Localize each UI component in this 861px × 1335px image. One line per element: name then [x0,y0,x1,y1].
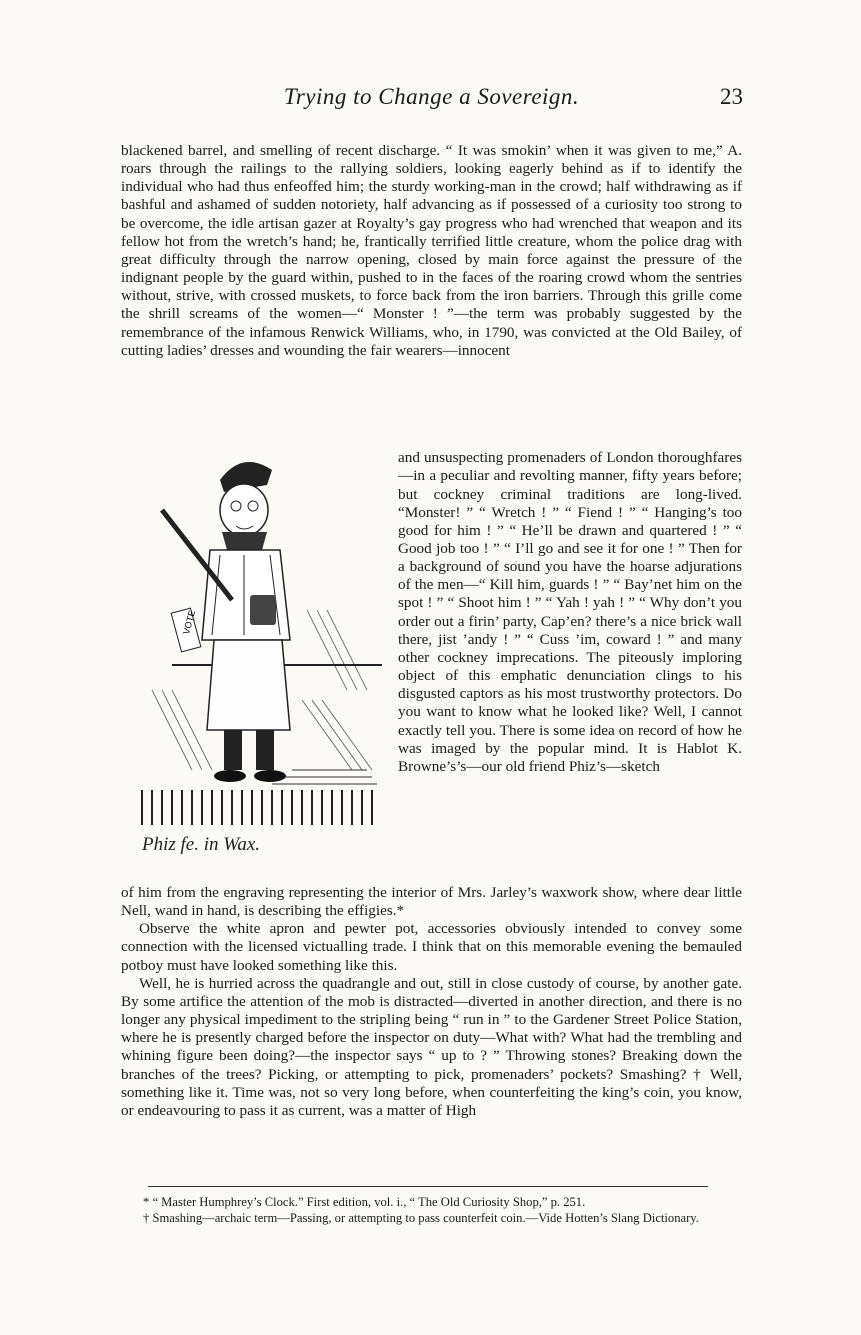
text-wrap-column [398,434,742,791]
page-number: 23 [720,84,743,109]
paragraph-3: Well, he is hurried across the quadrangle and out, still in close custody of course, by another gate. By some artifice the attention of the mob is distracted—diverted in another direction, and there is no longer any physical impediment to the stripling being “ run in ” to the Gardener Street Police Station, where he is presently charged before the inspector on duty—What with? What had the trembling and whining figure been doing?—the inspector says “ up to ? ” Throwing stones? Breaking down the branches of the trees? Picking, or attempting to pick, promenaders’ pockets? Smashing? † Well, something like it. Time was, not so very long before, when counterfeiting the king’s coin, you know, or endeavouring to pass it as current, was a matter of High [121,974,742,1119]
footnotes [121,1194,742,1226]
running-title: Trying to Change a Sovereign. [283,84,580,109]
text-block-bottom [121,884,742,1120]
paragraph-1-wrap: and unsuspecting promenaders of London thoroughfares—in a peculiar and revolting manner, fifty years before; but cockney criminal traditions are long-lived. “Monster! ” “ Wretch ! ” “ Fiend ! ” “ Hanging’s too good for him ! ” “ He’ll be drawn and quartered ! ” “ Good job too ! ” “ I’ll go and see it for one ! ” Then for a background of sound you have the hoarse adjurations of the men—“ Kill him, guards ! ” “ Bay’net him on the spot ! ” “ Shoot him ! ” “ Yah ! yah ! ” “ Why don’t you order out a firin’ party, Cap’en? there’s a nice brick wall there, jist ’andy ! ” “ Cuss ’im, coward ! ” and many other cockney imprecations. The piteously imploring object of this emphatic denunciation clings to his disgusted captors as his most trustworthy protectors. Do you want to know what he looked like? Well, I cannot exactly tell you. There is some idea on record of how he was imaged by the popular mind. It is Hablot K. Browne’s’s—our old friend Phiz’s—sketch [398,449,742,775]
engraving-figure [132,440,387,868]
footnote-divider [148,1186,708,1187]
iron-railings [142,790,372,825]
paragraph-1: blackened barrel, and smelling of recent discharge. “ It was smokin’ when it was given to me,” A. roars through the railings to the rallying soldiers, looking eagerly behind as if to identify the individual who had thus enfeoffed him; the sturdy working-man in the crowd; half withdrawing as if bashful and ashamed of sudden notoriety, half advancing as if possessed of a curiosity too strong to be overcome, the idle artisan gazer at Royalty’s gay progress who had wrenched that weapon and its fellow hot from the wretch’s hand; he, frantically terrified little creature, whom the police drag with great difficulty through the narrow opening, closed by main force against the pressure of the indignant people by the guard within, pushed to in the faces of the roaring crowd whom the sentries without, strive, with crossed muskets, to force back from the iron barriers. Through this grille come the shrill screams of the women—“ Monster ! ”—the term was probably suggested by the remembrance of the infamous Renwick Williams, who, in 1790, was convicted at the Old Bailey, of cutting ladies’ dresses and wounding the fair wearers—innocent [121,142,742,359]
page-header [120,84,743,118]
footnote-2: † Smashing—archaic term—Passing, or attempting to pass counterfeit coin.—Vide Hotten’s Slang Dictionary. [143,1211,699,1225]
text-block-top [121,142,742,360]
illustration-potboy [132,440,387,868]
sign-text: VOTE [181,609,198,636]
illustrator-signature: Phiz fe. in Wax. [142,834,261,855]
paragraph-2: Observe the white apron and pewter pot, accessories obviously intended to convey some connection with the licensed victualling trade. I think that on this memorable evening the bemauled potboy must have looked something like this. [121,920,742,974]
footnote-1: * “ Master Humphrey’s Clock.” First edition, vol. i., “ The Old Curiosity Shop,” p. 251. [143,1195,586,1209]
paragraph-1-end: of him from the engraving representing the interior of Mrs. Jarley’s waxwork show, where dear little Nell, wand in hand, is describing the effigies.* [121,884,742,920]
